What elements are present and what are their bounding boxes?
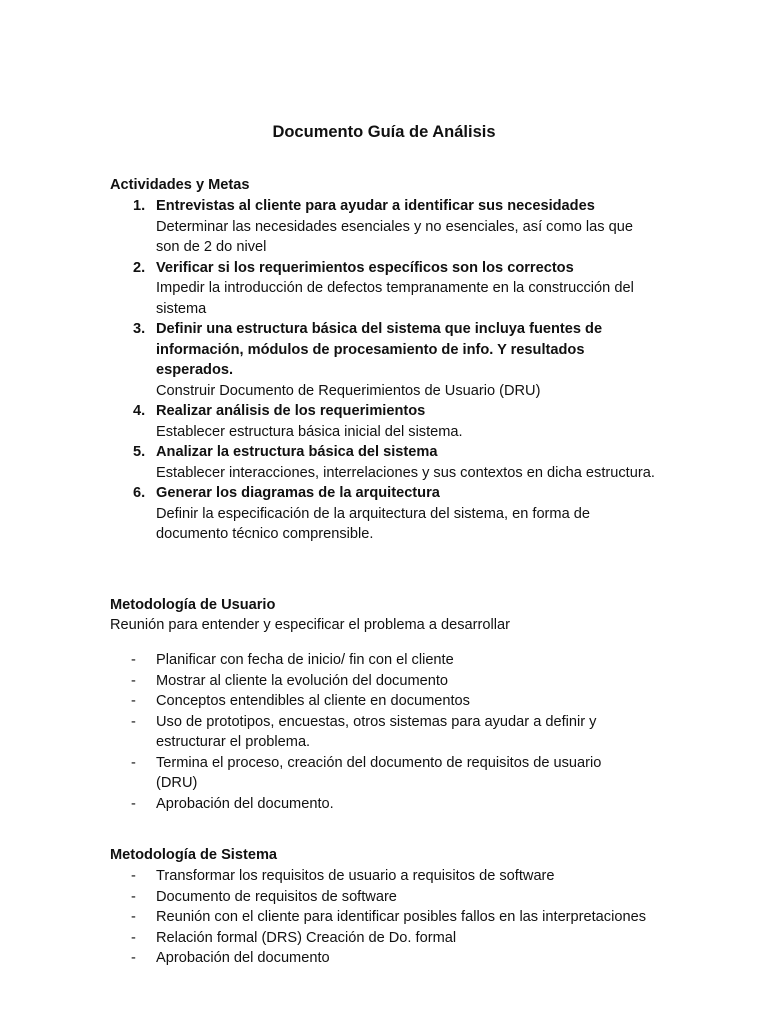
item-number: 6.: [133, 485, 146, 501]
item-number: 3.: [133, 321, 146, 337]
item-title: Entrevistas al cliente para ayudar a identificar sus necesidades: [156, 198, 595, 214]
dash-bullet: -: [131, 888, 136, 905]
item-number: 2.: [133, 259, 146, 276]
dash-bullet: -: [131, 909, 136, 925]
actividades-list: [110, 196, 656, 545]
list-item-text: Reunión con el cliente para identificar posibles fallos en las interpretaciones: [156, 909, 646, 925]
item-description: Construir Documento de Requerimientos de Usuario (DRU): [156, 382, 541, 399]
metodologia-usuario-intro: Reunión para entender y especificar el problema a desarrollar: [110, 617, 510, 633]
list-item: [110, 483, 656, 545]
item-description: Determinar las necesidades esenciales y no esenciales, así como las que son de 2 do nivel: [156, 218, 633, 255]
dash-bullet: -: [131, 929, 136, 946]
dash-bullet: -: [131, 754, 136, 771]
dash-bullet: -: [131, 672, 136, 689]
metodologia-usuario-list: [110, 650, 646, 814]
metodologia-sistema-list: [110, 866, 646, 969]
list-item-text: Mostrar al cliente la evolución del documento: [156, 672, 449, 689]
list-item: [110, 258, 656, 320]
dash-bullet: -: [131, 950, 136, 966]
metodologia-usuario-heading: Metodología de Usuario: [110, 597, 276, 613]
list-item: [110, 887, 646, 908]
list-item-text: Documento de requisitos de software: [156, 888, 397, 905]
dash-bullet: -: [131, 652, 136, 668]
item-number: 1.: [133, 198, 146, 214]
dash-bullet: -: [131, 795, 136, 812]
list-item: [110, 948, 646, 969]
list-item: [110, 866, 646, 887]
dash-bullet: -: [131, 713, 136, 730]
list-item-text: Relación formal (DRS) Creación de Do. formal: [156, 929, 457, 946]
item-description: Definir la especificación de la arquitectura del sistema, en forma de documento técnico comprensible.: [156, 505, 590, 542]
item-title: Definir una estructura básica del sistema que incluya fuentes de información, módulos de procesamiento de info. Y resultados esperados.: [156, 321, 603, 378]
list-item: [110, 907, 646, 928]
item-title: Verificar si los requerimientos específicos son los correctos: [156, 259, 574, 276]
list-item-text: Transformar los requisitos de usuario a requisitos de software: [156, 868, 555, 884]
list-item: [110, 794, 646, 815]
dash-bullet: -: [131, 868, 136, 884]
list-item-text: Termina el proceso, creación del documento de requisitos de usuario (DRU): [156, 754, 602, 791]
item-title: Generar los diagramas de la arquitectura: [156, 485, 440, 501]
list-item-text: Planificar con fecha de inicio/ fin con el cliente: [156, 652, 454, 668]
item-number: 5.: [133, 444, 146, 460]
list-item: [110, 319, 656, 401]
list-item: [110, 442, 656, 483]
item-title: Analizar la estructura básica del sistema: [156, 444, 438, 460]
list-item-text: Aprobación del documento: [156, 950, 330, 966]
item-description: Establecer interacciones, interrelaciones y sus contextos en dicha estructura.: [156, 464, 655, 481]
list-item-text: Conceptos entendibles al cliente en documentos: [156, 693, 470, 709]
document-title: Documento Guía de Análisis: [272, 123, 496, 141]
dash-bullet: -: [131, 693, 136, 709]
list-item-text: Aprobación del documento.: [156, 795, 334, 812]
list-item: [110, 712, 646, 753]
list-item-text: Uso de prototipos, encuestas, otros sistemas para ayudar a definir y estructurar el problema.: [156, 713, 597, 750]
list-item: [110, 401, 656, 442]
list-item: [110, 196, 656, 258]
list-item: [110, 650, 646, 671]
list-item: [110, 928, 646, 949]
list-item: [110, 671, 646, 692]
item-description: Establecer estructura básica inicial del sistema.: [156, 423, 463, 440]
item-description: Impedir la introducción de defectos tempranamente en la construcción del sistema: [156, 280, 634, 317]
item-number: 4.: [133, 403, 146, 419]
actividades-heading: Actividades y Metas: [110, 177, 250, 193]
metodologia-sistema-heading: Metodología de Sistema: [110, 847, 278, 863]
list-item: [110, 753, 646, 794]
list-item: [110, 691, 646, 712]
item-title: Realizar análisis de los requerimientos: [156, 403, 426, 419]
